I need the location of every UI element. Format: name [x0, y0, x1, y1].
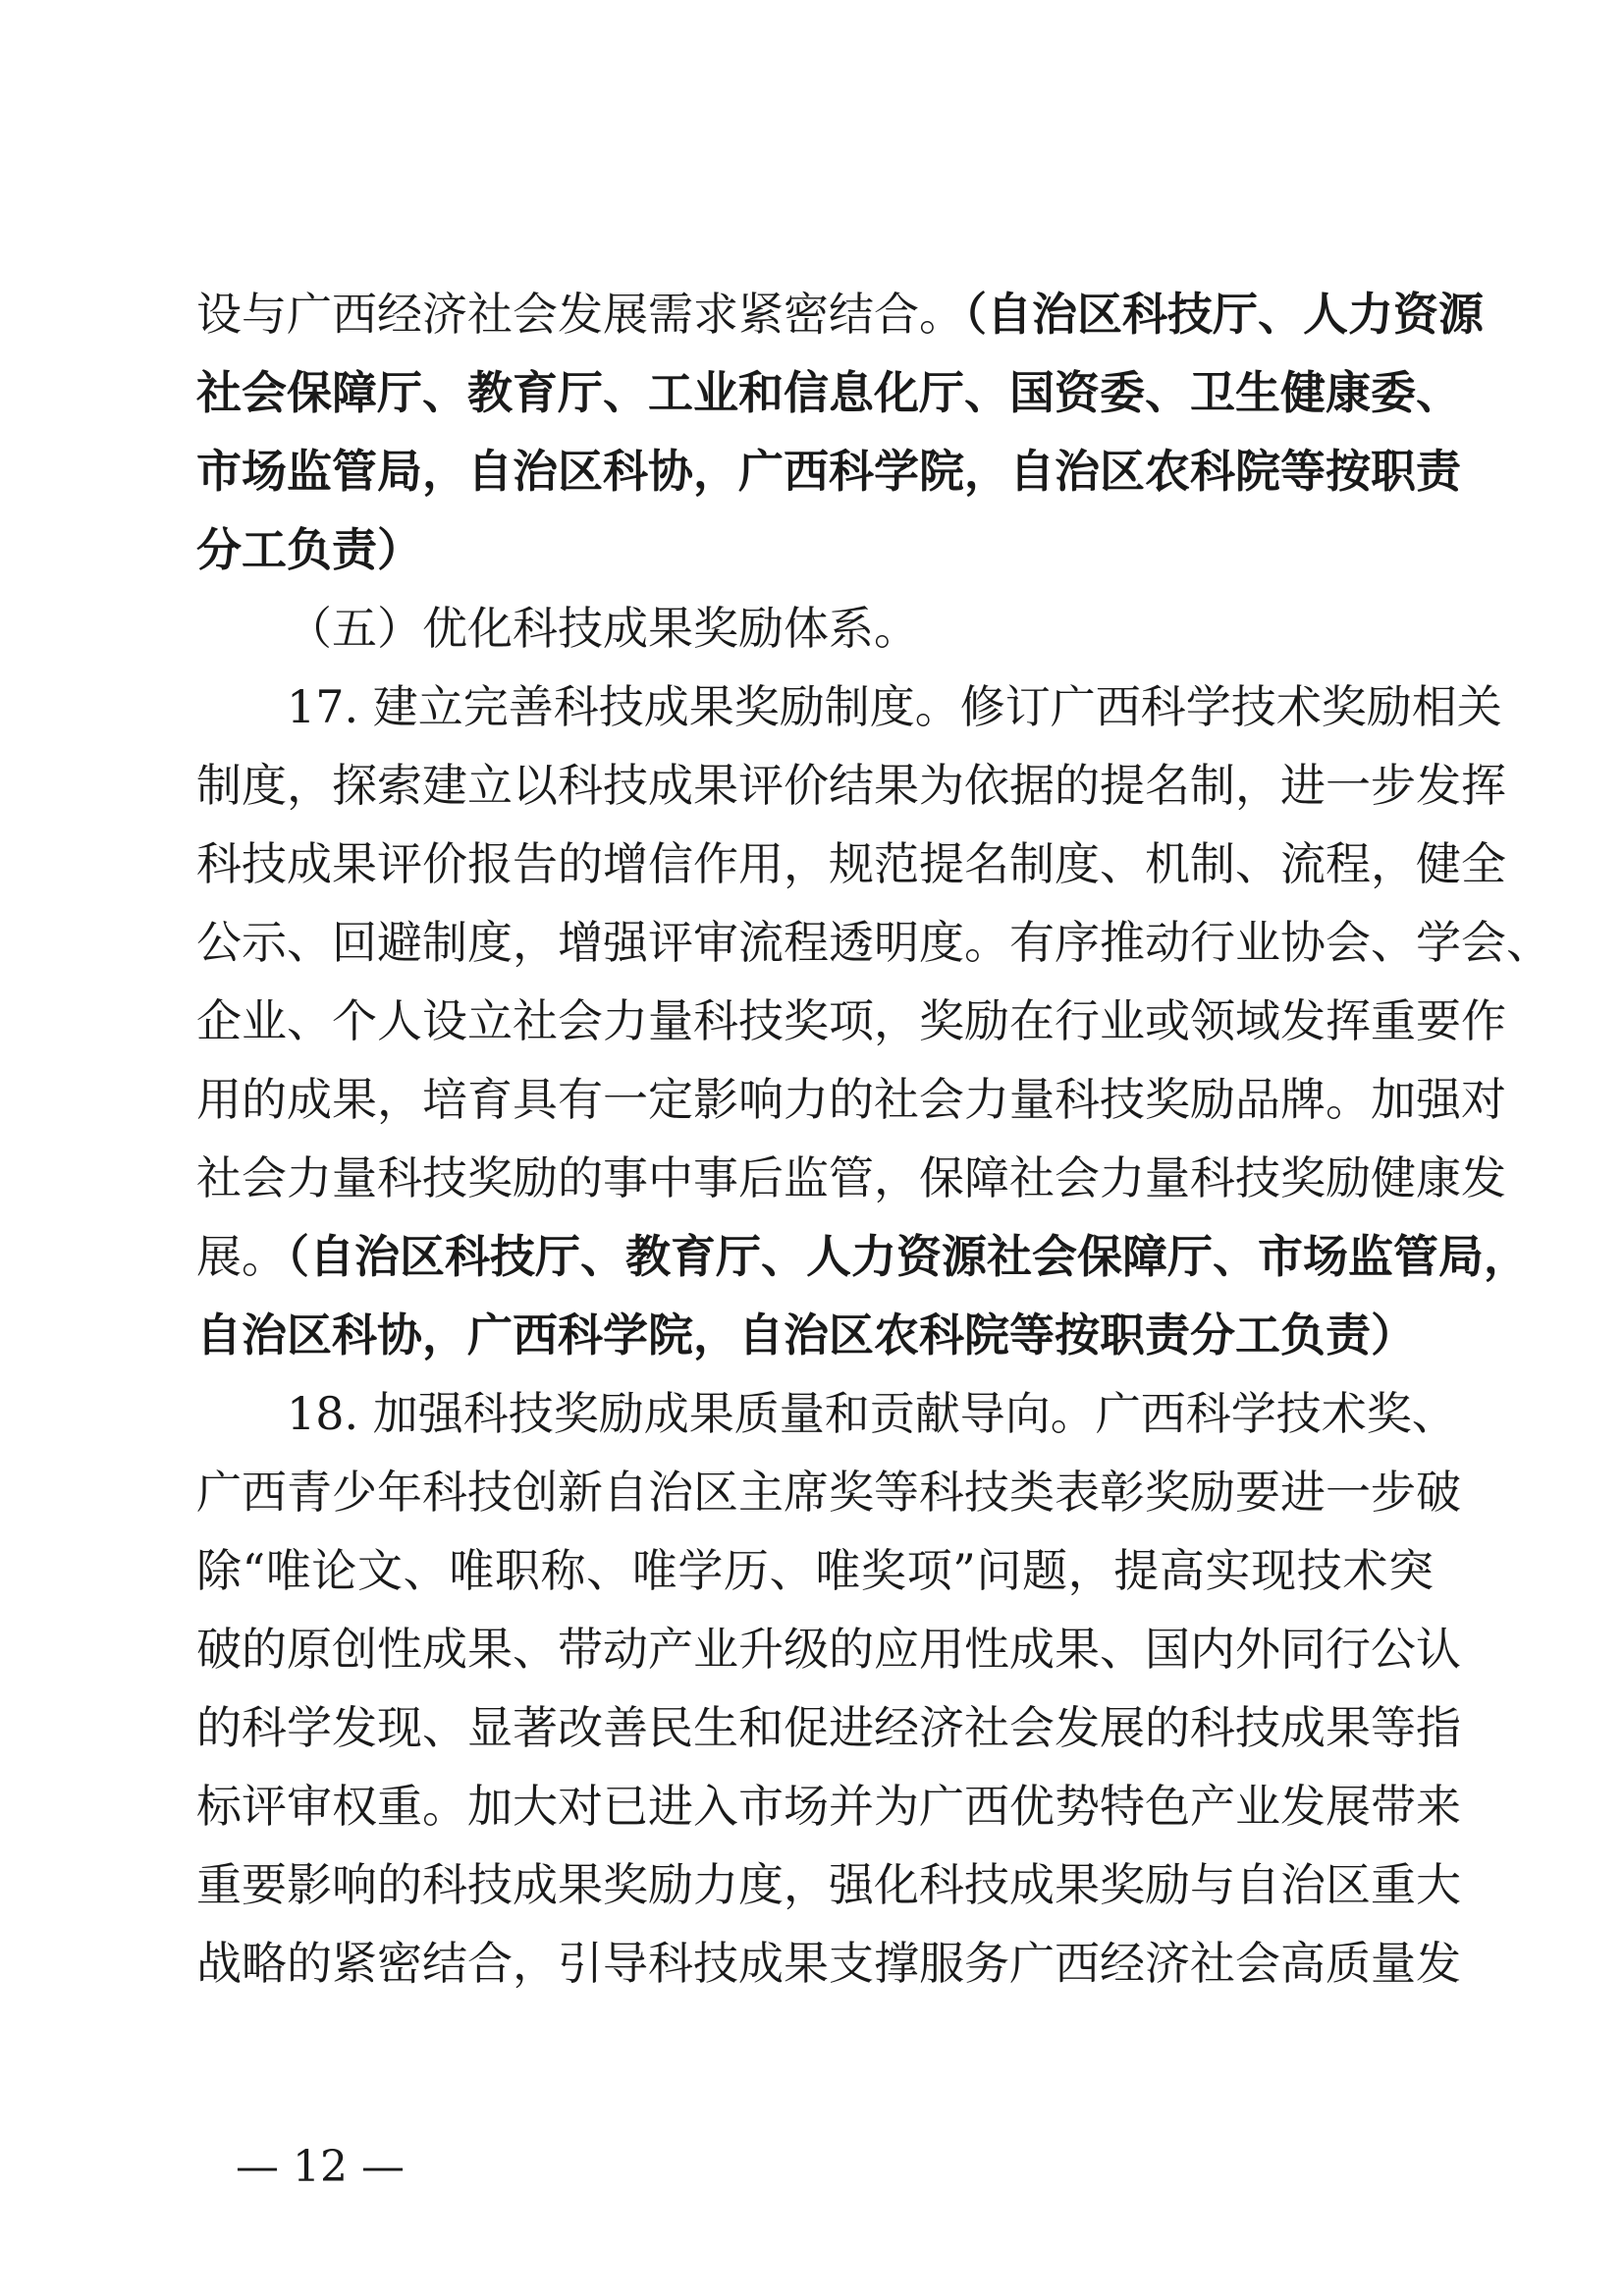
item17-line3: 科技成果评价报告的增信作用，规范提名制度、机制、流程，健全	[196, 837, 1506, 890]
paragraph1-line1-responsible-text: （自治区科技厅、人力资源	[964, 288, 1484, 341]
paragraph1-line4: 分工负责）	[196, 523, 422, 576]
item17-line5: 企业、个人设立社会力量科技奖项，奖励在行业或领域发挥重要作	[196, 994, 1506, 1047]
paragraph1-line1	[196, 287, 1484, 346]
item17-line6: 用的成果，培育具有一定影响力的社会力量科技奖励品牌。加强对	[196, 1073, 1506, 1126]
item17-line4: 公示、回避制度，增强评审流程透明度。有序推动行业协会、学会、	[196, 916, 1551, 969]
item18-line4: 破的原创性成果、带动产业升级的应用性成果、国内外同行公认	[196, 1623, 1461, 1676]
item18-line6: 标评审权重。加大对已进入市场并为广西优势特色产业发展带来	[196, 1780, 1461, 1833]
item18-line3: 除“唯论文、唯职称、唯学历、唯奖项”问题，提高实现技术突	[196, 1544, 1434, 1597]
paragraph1-line3: 市场监管局，自治区科协，广西科学院，自治区农科院等按职责	[196, 445, 1461, 498]
item18-line8: 战略的紧密结合，引导科技成果支撑服务广西经济社会高质量发	[196, 1937, 1461, 1990]
item17-line8	[196, 1229, 1529, 1288]
paragraph1-line1-text: 设与广西经济社会发展需求紧密结合。	[196, 288, 964, 341]
item17-line9: 自治区科协，广西科学院，自治区农科院等按职责分工负责）	[196, 1308, 1416, 1362]
item17-line8-text: 展。	[196, 1230, 287, 1283]
paragraph1-line2: 社会保障厅、教育厅、工业和信息化厅、国资委、卫生健康委、	[196, 366, 1461, 419]
item17-line8-responsible-text: （自治区科技厅、教育厅、人力资源社会保障厅、市场监管局，	[287, 1230, 1529, 1283]
item18-line2: 广西青少年科技创新自治区主席奖等科技类表彰奖励要进一步破	[196, 1466, 1461, 1519]
item17-line1: 17. 建立完善科技成果奖励制度。修订广西科学技术奖励相关	[287, 680, 1502, 733]
item18-line1: 18. 加强科技奖励成果质量和贡献导向。广西科学技术奖、	[287, 1387, 1457, 1440]
item17-line7: 社会力量科技奖励的事中事后监管，保障社会力量科技奖励健康发	[196, 1151, 1506, 1204]
item18-line7: 重要影响的科技成果奖励力度，强化科技成果奖励与自治区重大	[196, 1858, 1461, 1911]
item18-line5: 的科学发现、显著改善民生和促进经济社会发展的科技成果等指	[196, 1701, 1461, 1754]
page-number: — 12 —	[236, 2142, 405, 2192]
section-heading: （五）优化科技成果奖励体系。	[287, 602, 919, 655]
item17-line2: 制度，探索建立以科技成果评价结果为依据的提名制，进一步发挥	[196, 759, 1506, 812]
